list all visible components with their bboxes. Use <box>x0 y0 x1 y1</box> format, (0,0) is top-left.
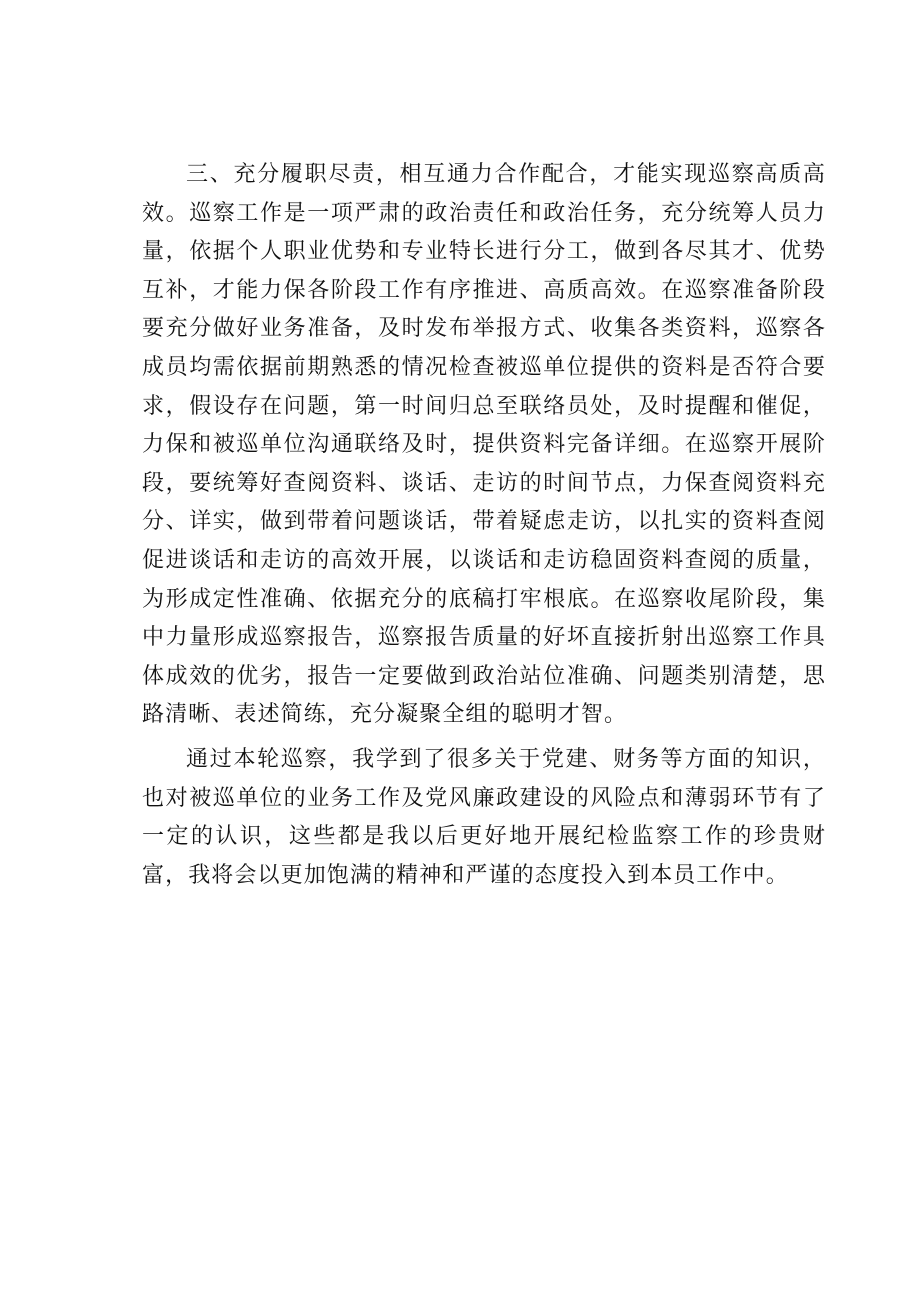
paragraph-conclusion: 通过本轮巡察，我学到了很多关于党建、财务等方面的知识，也对被巡单位的业务工作及党风廉政建设的风险点和薄弱环节有了一定的认识，这些都是我以后更好地开展纪检监察工作的珍贵财富，我将会以更加饱满的精神和严谨的态度投入到本员工作中。 <box>142 746 826 888</box>
paragraph-inspection-duties: 三、充分履职尽责，相互通力合作配合，才能实现巡察高质高效。巡察工作是一项严肃的政治责任和政治任务，充分统筹人员力量，依据个人职业优势和专业特长进行分工，做到各尽其才、优势互补，才能力保各阶段工作有序推进、高质高效。在巡察准备阶段要充分做好业务准备，及时发布举报方式、收集各类资料，巡察各成员均需依据前期熟悉的情况检查被巡单位提供的资料是否符合要求，假设存在问题，第一时间归总至联络员处，及时提醒和催促，力保和被巡单位沟通联络及时，提供资料完备详细。在巡察开展阶段，要统筹好查阅资料、谈话、走访的时间节点，力保查阅资料充分、详实，做到带着问题谈话，带着疑虑走访，以扎实的资料查阅促进谈话和走访的高效开展，以谈话和走访稳固资料查阅的质量，为形成定性准确、依据充分的底稿打牢根底。在巡察收尾阶段，集中力量形成巡察报告，巡察报告质量的好坏直接折射出巡察工作具体成效的优劣，报告一定要做到政治站位准确、问题类别清楚，思路清晰、表述简练，充分凝聚全组的聪明才智。 <box>142 162 826 728</box>
document-body <box>142 156 826 895</box>
